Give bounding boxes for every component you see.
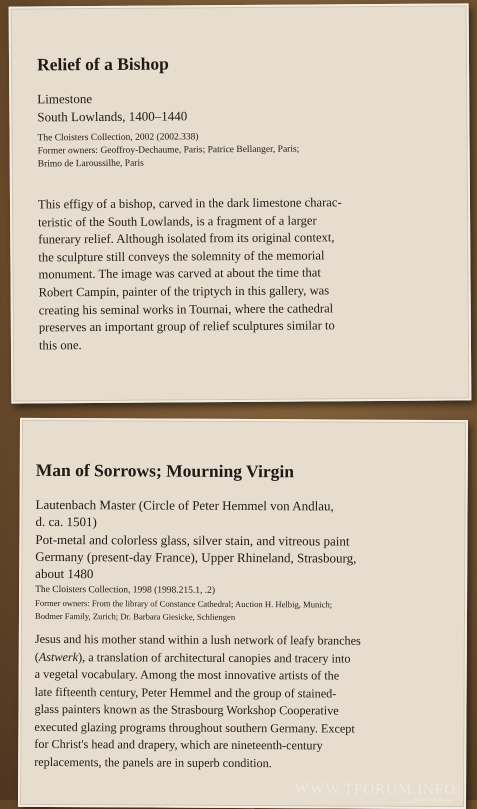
description-line: funerary relief. Although isolated from its original context, — [38, 230, 335, 247]
label-artist-dates: d. ca. 1501) — [35, 513, 97, 530]
description-line: a vegetal vocabulary. Among the most innovative artists of the — [34, 666, 340, 683]
description-line: executed glazing programs throughout southern Germany. Except — [34, 719, 355, 736]
museum-label-relief-of-a-bishop — [9, 3, 472, 403]
italic-term: Astwerk — [38, 649, 79, 664]
label-origin-date: about 1480 — [35, 565, 94, 582]
label-medium: Pot-metal and colorless glass, silver stain, and vitreous paint — [35, 531, 350, 549]
label-material: Limestone — [37, 91, 93, 107]
description-line: Jesus and his mother stand within a lush network of leafy branches — [34, 631, 361, 648]
description-line: this one. — [38, 337, 82, 353]
description-line: preserves an important group of relief sculptures similar to — [38, 318, 335, 335]
description-line: teristic of the South Lowlands, is a fragment of a larger — [38, 213, 317, 230]
description-line: glass painters known as the Strasbourg Workshop Cooperative — [34, 701, 339, 718]
description-line: monument. The image was carved at about the time that — [38, 265, 321, 282]
label-former-owners: Former owners: Geoffroy-Dechaume, Paris; Patrice Bellanger, Paris; — [37, 144, 300, 157]
label-origin: Germany (present-day France), Upper Rhineland, Strasbourg, — [35, 548, 357, 566]
label-title: Man of Sorrows; Mourning Virgin — [35, 459, 295, 482]
description-line: for Christ's head and drapery, which are nineteenth-century — [34, 736, 323, 753]
description-line: Robert Campin, painter of the triptych in this gallery, was — [38, 283, 330, 300]
description-line: creating his seminal works in Tournai, where the cathedral — [38, 300, 334, 318]
label-origin: South Lowlands, 1400–1440 — [37, 108, 188, 125]
description-line: the sculpture still conveys the solemnity of the memorial — [38, 248, 325, 265]
watermark-sub: TOURIST FORUM — [402, 798, 453, 806]
description-line: This effigy of a bishop, carved in the dark limestone charac- — [37, 195, 342, 212]
label-former-owners: Former owners: From the library of Constance Cathedral; Auction H. Helbig, Munich; — [35, 597, 333, 610]
description-line: (Astwerk), a translation of architectural canopies and tracery into — [34, 649, 351, 666]
label-former-owners-cont: Bodmer Family, Zurich; Dr. Barbara Giesicke, Schliengen — [34, 610, 236, 622]
label-credit-line: The Cloisters Collection, 1998 (1998.215.1, .2) — [35, 584, 216, 596]
description-line: late fifteenth century, Peter Hemmel and the group of stained- — [34, 684, 337, 700]
label-former-owners-cont: Brimo de Laroussilhe, Paris — [37, 158, 144, 170]
watermark: WWW.TFORUM.INFO — [294, 781, 457, 799]
description-line: replacements, the panels are in superb condition. — [34, 754, 272, 770]
label-title: Relief of a Bishop — [36, 53, 169, 75]
label-credit-line: The Cloisters Collection, 2002 (2002.338) — [37, 132, 199, 144]
museum-label-man-of-sorrows — [18, 418, 468, 809]
label-artist: Lautenbach Master (Circle of Peter Hemmel von Andlau, — [35, 496, 334, 514]
